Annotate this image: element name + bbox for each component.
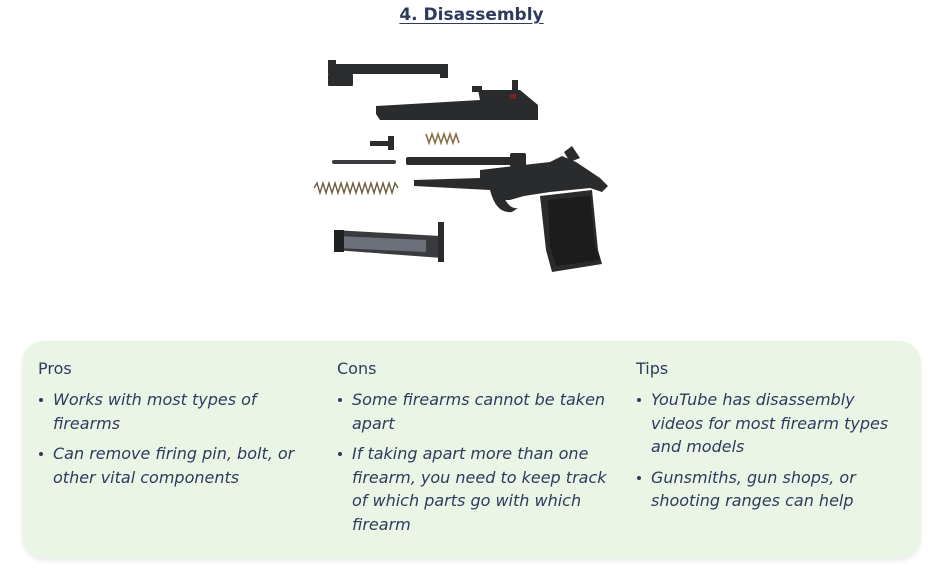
tips-heading: Tips	[636, 359, 669, 378]
slide-part	[376, 80, 538, 120]
list-item: Some firearms cannot be taken apart	[352, 388, 612, 435]
list-item: Gunsmiths, gun shops, or shooting ranges can help	[651, 466, 911, 513]
cons-column	[337, 359, 612, 543]
tips-list	[636, 388, 911, 513]
list-item: Can remove firing pin, bolt, or other vital components	[53, 442, 313, 489]
pros-cons-tips-panel	[22, 341, 921, 559]
barrel-part	[328, 60, 448, 86]
slide-stop-part	[370, 136, 394, 150]
guide-rod-part	[332, 160, 396, 164]
disassembled-pistol-illustration	[300, 50, 620, 285]
list-item: If taking apart more than one firearm, you need to keep track of which parts go with which firearm	[352, 442, 612, 536]
cons-heading: Cons	[337, 359, 377, 378]
magazine-part	[334, 222, 444, 262]
pros-heading: Pros	[38, 359, 72, 378]
cons-list	[337, 388, 612, 536]
small-spring-part	[426, 134, 459, 143]
section-heading-link[interactable]: 4. Disassembly	[399, 5, 544, 25]
recoil-spring-part	[314, 183, 398, 193]
list-item: Works with most types of firearms	[53, 388, 313, 435]
pros-list	[38, 388, 313, 489]
list-item: YouTube has disassembly videos for most firearm types and models	[651, 388, 911, 459]
tips-column	[636, 359, 911, 520]
pros-column	[38, 359, 313, 496]
